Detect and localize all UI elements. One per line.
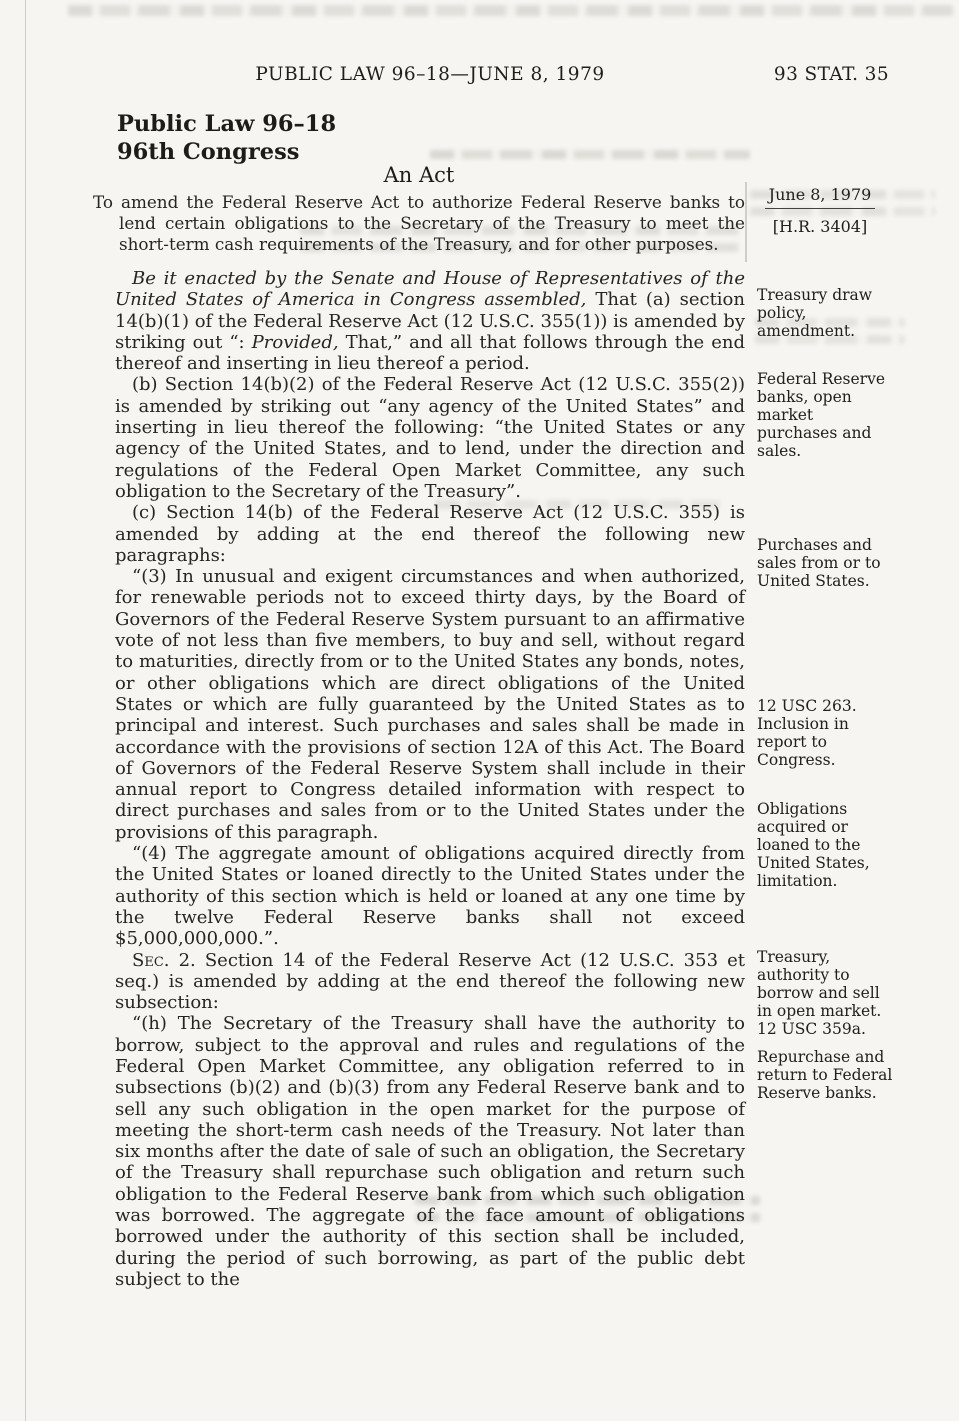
section-label: Sec. [132,949,170,971]
margin-note-repurchase: Repurchase and return to Federal Reserve banks. [757,1048,893,1102]
enactment-date: June 8, 1979 [765,186,876,209]
date-block [752,186,888,236]
scan-artifact-line [745,182,747,262]
law-heading [117,110,336,166]
enacting-text-cont: That,” and all that follows through the end thereof and inserting in lieu thereof a period. [115,331,745,375]
section-2 [115,950,745,1014]
paragraph-3: “(3) In unusual and exigent circumstances and when authorized, for renewable periods not to exceed thirty days, by the Board of Governors of the Federal Reserve System pursuant to an affirmative vote of not less than five members, to buy and sell, without regard to maturities, directly from or to the United States any bonds, notes, or other obligations which are direct obligations of the United States or which are fully guaranteed by the United States as to principal and interest. Such purchases and sales shall be made in accordance with the provisions of section 12A of this Act. The Board of Governors of the Federal Reserve System shall include in their annual report to Congress detailed information with respect to direct purchases and sales from or to the United States under the provisions of this paragraph. [115,566,745,843]
paragraph-b: (b) Section 14(b)(2) of the Federal Reserve Act (12 U.S.C. 355(2)) is amended by striking out “any agency of the United States” and inserting in lieu thereof the following: “the United States or any agency of the United States, and to lend, under the direction and regulations of the Federal Open Market Committee, any such obligation to the Secretary of the Treasury”. [115,374,745,502]
enacting-formula: Be it enacted by the Senate and House of Representatives of the United States of America in Congress assembled, [115,268,745,311]
running-header-title: PUBLIC LAW 96–18—JUNE 8, 1979 [255,64,605,85]
statute-body [115,268,745,1290]
bleed-through-artifact [68,5,953,21]
margin-note-frb-open-market: Federal Reserve banks, open market purchases and sales. [757,370,886,460]
paragraph-c: (c) Section 14(b) of the Federal Reserve Act (12 U.S.C. 355) is amended by adding at the end thereof the following new paragraphs: [115,502,745,566]
act-preamble: To amend the Federal Reserve Act to authorize Federal Reserve banks to lend certain obligations to the Secretary of the Treasury to meet the short-term cash requirements of the Treasury, and for other purposes. [93,192,745,254]
law-number: Public Law 96–18 [117,111,337,137]
statute-page-citation: 93 STAT. 35 [773,64,889,85]
paragraph-4: “(4) The aggregate amount of obligations acquired directly from the United States or loaned directly to the United States under the authority of this section which is held or loaned at any one time by the twelve Federal Reserve banks shall not exceed $5,000,000,000.”. [115,843,745,950]
enacting-clause [115,268,745,374]
margin-note-treasury-authority: Treasury, authority to borrow and sell in open market. 12 USC 359a. [757,948,882,1038]
margin-note-12usc263: 12 USC 263. Inclusion in report to Congress. [757,697,857,769]
bill-number: [H.R. 3404] [772,217,868,236]
enacting-text: That (a) section 14(b)(1) of the Federal Reserve Act (12 U.S.C. 355(1)) is amended by striking out “: [115,289,745,353]
margin-note-purchases-sales: Purchases and sales from or to United States. [757,536,881,590]
proviso-term: Provided, [251,331,339,353]
congress-number: 96th Congress [117,139,300,165]
section-2-text: 2. Section 14 of the Federal Reserve Act (12 U.S.C. 353 et seq.) is amended by adding at the end thereof the following new subsection: [115,949,745,1014]
act-title: An Act [383,163,455,187]
scan-edge-line [25,0,26,1421]
margin-note-treasury-draw: Treasury draw policy, amendment. [757,286,873,340]
margin-note-obligations-limitation: Obligations acquired or loaned to the United States, limitation. [757,800,870,890]
paragraph-h: “(h) The Secretary of the Treasury shall have the authority to borrow, subject to the approval and rules and regulations of the Federal Open Market Committee, any obligation referred to in subsections (b)(2) and (b)(3) from any Federal Reserve bank and to sell any such obligation in the open market for the purpose of meeting the short-term cash needs of the Treasury. Not later than six months after the date of sale of such an obligation, the Secretary of the Treasury shall repurchase such obligation and return such obligation to the Federal Reserve bank from which such obligation was borrowed. The aggregate of the face amount of obligations borrowed under the authority of this section shall be included, during the period of such borrowing, as part of the public debt subject to the [115,1013,745,1290]
